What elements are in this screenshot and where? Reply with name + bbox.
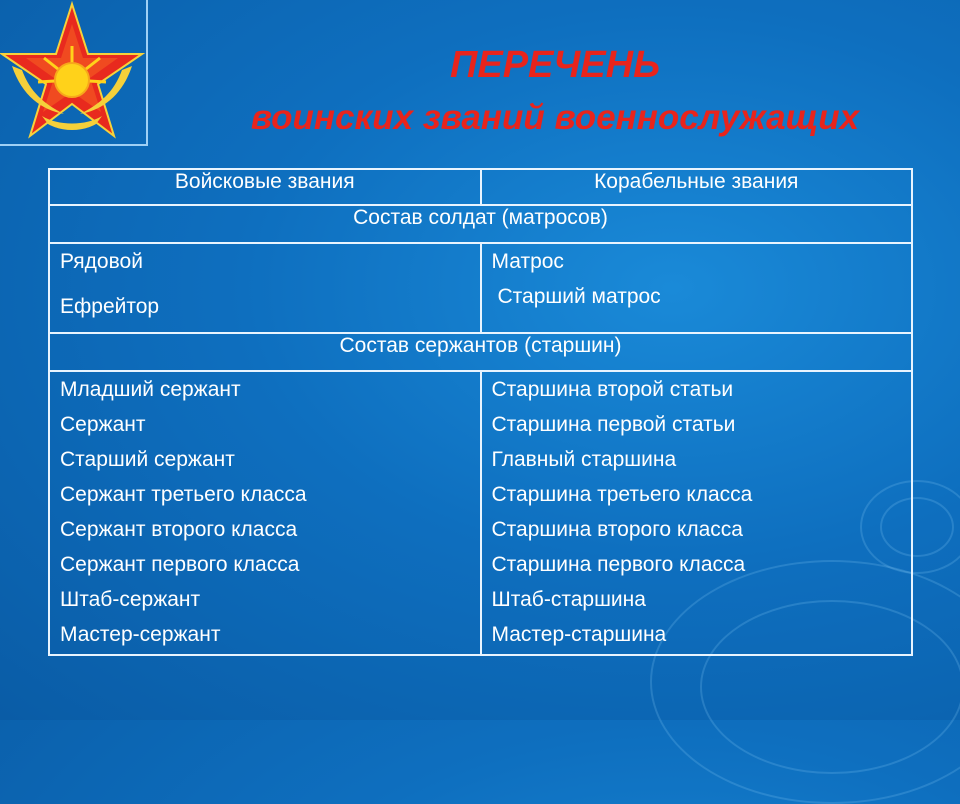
- table-header-row: [49, 169, 912, 205]
- rank-item: Мастер-старшина: [491, 623, 667, 646]
- section-label-sergeants: Состав сержантов (старшин): [49, 333, 912, 371]
- navy-ranks-cell: [481, 371, 913, 655]
- rank-item: Штаб-сержант: [60, 588, 201, 611]
- page-subtitle: воинских званий военнослужащих: [250, 98, 860, 137]
- divider-horizontal: [0, 144, 148, 146]
- ranks-table: [48, 168, 913, 656]
- rank-item: Мастер-сержант: [60, 623, 221, 646]
- rank-item: Старшина второго класса: [491, 518, 743, 541]
- rank-item: Старшина первого класса: [491, 553, 746, 576]
- rank-item: Штаб-старшина: [491, 588, 646, 611]
- column-header-army: Войсковые звания: [49, 169, 481, 205]
- rank-item: Рядовой: [60, 250, 143, 273]
- table-row: [49, 243, 912, 333]
- section-row: [49, 205, 912, 243]
- column-header-navy: Корабельные звания: [481, 169, 913, 205]
- rank-item: Сержант: [60, 413, 146, 436]
- table-row: [49, 371, 912, 655]
- rank-item: Старший матрос: [497, 285, 661, 308]
- rank-item: Старшина второй статьи: [491, 378, 734, 401]
- rank-item: Ефрейтор: [60, 295, 160, 318]
- military-star-emblem-icon: [0, 0, 148, 146]
- army-ranks-cell: [49, 243, 481, 333]
- army-ranks-cell: [49, 371, 481, 655]
- page-title: ПЕРЕЧЕНЬ: [450, 44, 660, 86]
- rank-item: Сержант третьего класса: [60, 483, 307, 506]
- rank-item: Матрос: [491, 250, 564, 273]
- rank-item: Младший сержант: [60, 378, 241, 401]
- rank-item: Старшина первой статьи: [491, 413, 736, 436]
- divider-vertical: [146, 0, 148, 146]
- section-row: [49, 333, 912, 371]
- rank-item: Сержант второго класса: [60, 518, 298, 541]
- rank-item: Старший сержант: [60, 448, 235, 471]
- rank-item: Сержант первого класса: [60, 553, 300, 576]
- rank-item: Старшина третьего класса: [491, 483, 753, 506]
- rank-item: Главный старшина: [491, 448, 677, 471]
- section-label-soldiers: Состав солдат (матросов): [49, 205, 912, 243]
- navy-ranks-cell: [481, 243, 913, 333]
